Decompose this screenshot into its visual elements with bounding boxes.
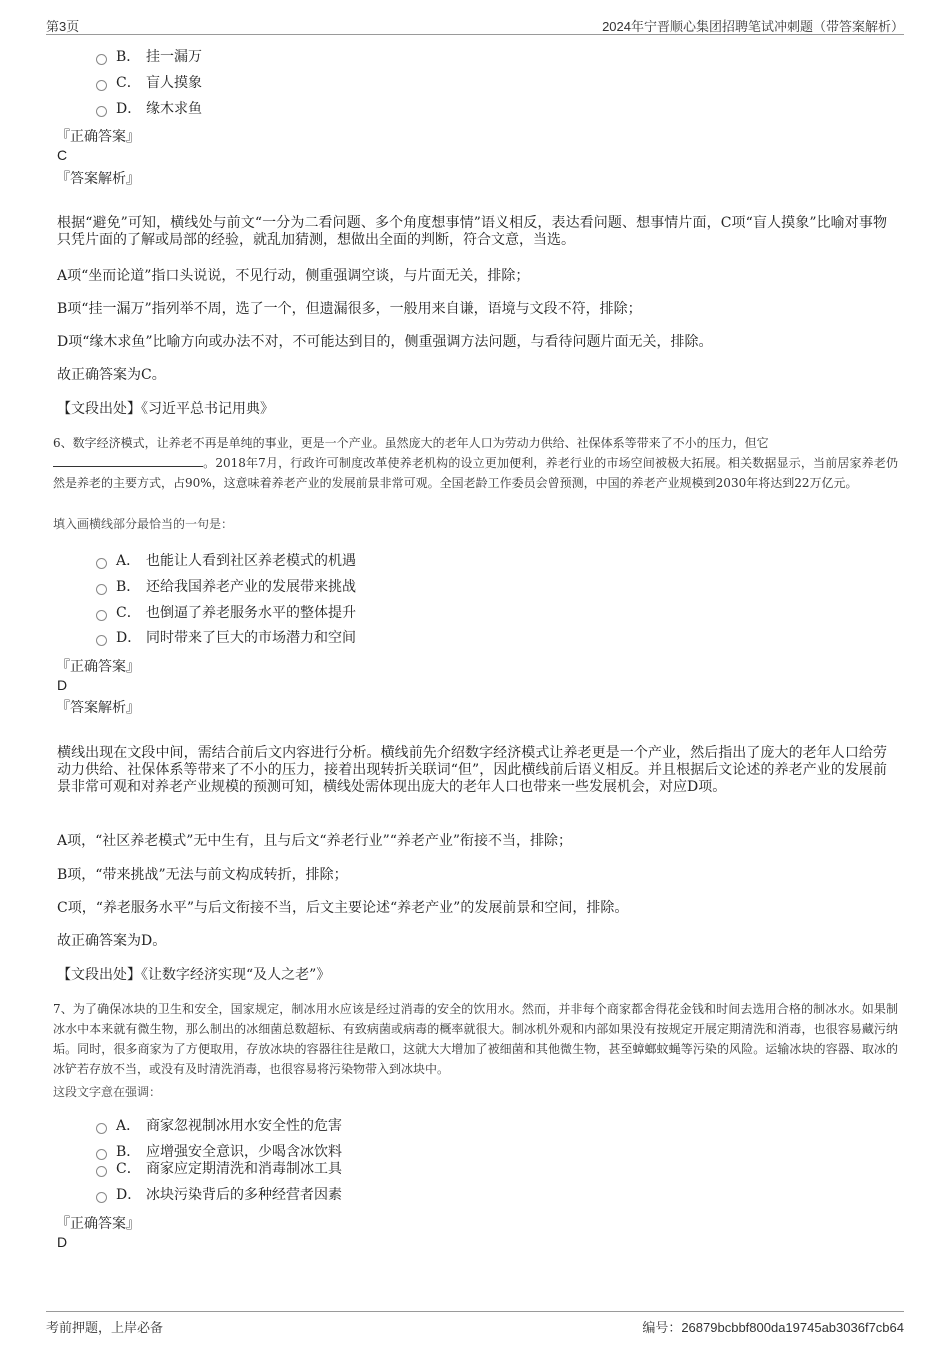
q7-question-text: 7、为了确保冰块的卫生和安全，国家规定，制冰用水应该是经过消毒的安全的饮用水。然而，并非每个商家都舍得花金钱和时间去选用合格的制冰水。如果制冰水中本来就有微生物，那么制出的冰细菌总数超标、有致病菌或病毒的概率就很大。制冰机外观和内部如果没有按规定开展定期清洗和消毒，也很容易藏污纳垢。同时，很多商家为了方便取用，存放冰块的容器往往是敞口，这就大大增加了被细菌和其他微生物，甚至蟑螂蚊蝇等污染的风险。运输冰块的容器、取冰的冰铲若存放不当，或没有及时清洗消毒，也很容易将污染物带入到冰块中。 bbox=[53, 1002, 898, 1076]
document-title: 2024年宁晋顺心集团招聘笔试冲刺题（带答案解析） bbox=[602, 19, 904, 34]
q6-analysis-paragraph: 横线出现在文段中间，需结合前后文内容进行分析。横线前先介绍数字经济模式让养老更是一个产业，然后指出了庞大的老年人口给劳动力供给、社保体系等带来了不小的压力，接着出现转折关联词“但”，因此横线前后语义相反。并且根据后文论述的养老产业的发展前景非常可观和对养老产业规模的预测可知，横线处需体现出庞大的老年人口也带来一些发展机会，对应D项。 bbox=[57, 745, 887, 795]
fill-blank bbox=[53, 453, 203, 467]
radio-icon[interactable] bbox=[96, 80, 107, 91]
q6-analysis-paragraph: C项，“养老服务水平”与后文衔接不当，后文主要论述“养老产业”的发展前景和空间，排除。 bbox=[57, 900, 629, 916]
q5-analysis-paragraph: A项“坐而论道”指口头说说，不见行动，侧重强调空谈，与片面无关，排除； bbox=[57, 268, 530, 284]
q6-analysis-paragraph: B项，“带来挑战”无法与前文构成转折，排除； bbox=[57, 867, 348, 883]
q5-source: 【文段出处】《习近平总书记用典》 bbox=[57, 401, 274, 417]
q7-option-c[interactable]: C． 商家应定期清洗和消毒制冰工具 bbox=[96, 1159, 342, 1179]
footer-slogan: 考前押题，上岸必备 bbox=[46, 1320, 164, 1335]
q7-option-d[interactable]: D． 冰块污染背后的多种经营者因素 bbox=[96, 1185, 342, 1205]
q7-answer: D bbox=[57, 1234, 68, 1250]
q7-prompt: 这段文字意在强调： bbox=[53, 1085, 162, 1099]
q5-answer-label: 『正确答案』 bbox=[56, 129, 140, 145]
radio-icon[interactable] bbox=[96, 106, 107, 117]
page-footer bbox=[46, 1311, 904, 1334]
radio-icon[interactable] bbox=[96, 1166, 107, 1177]
q5-option-d[interactable]: D． 缘木求鱼 bbox=[96, 99, 202, 119]
q5-option-c[interactable]: C． 盲人摸象 bbox=[96, 73, 202, 93]
q5-analysis-paragraph: B项“挂一漏万”指列举不周，选了一个，但遗漏很多，一般用来自谦，语境与文段不符，排除； bbox=[57, 301, 642, 317]
q6-analysis-label: 『答案解析』 bbox=[56, 700, 140, 716]
q5-analysis-paragraph: 故正确答案为C。 bbox=[57, 367, 166, 383]
q7-answer-label: 『正确答案』 bbox=[56, 1216, 140, 1232]
radio-icon[interactable] bbox=[96, 1123, 107, 1134]
q5-analysis-label: 『答案解析』 bbox=[56, 171, 140, 187]
q6-question-text: 6、数字经济模式，让养老不再是单纯的事业，更是一个产业。虽然庞大的老年人口为劳动力供给、社保体系等带来了不小的压力，但它 。2018年7月，行政许可制度改革使养老机构的设立更加便利，养老行业的市场空间被极大拓展。相关数据显示，当前居家养老仍然是养老的主要方式，占90%，这意味着养老产业的发展前景非常可观。全国老龄工作委员会曾预测，中国的养老产业规模到2030年将达到22万亿元。 bbox=[53, 436, 898, 490]
q7-option-a[interactable]: A． 商家忽视制冰用水安全性的危害 bbox=[96, 1116, 342, 1136]
page-header bbox=[46, 12, 904, 35]
q6-prompt: 填入画横线部分最恰当的一句是： bbox=[53, 517, 234, 531]
q6-option-d[interactable]: D． 同时带来了巨大的市场潜力和空间 bbox=[96, 628, 356, 648]
q6-option-b[interactable]: B． 还给我国养老产业的发展带来挑战 bbox=[96, 577, 356, 597]
q6-analysis-paragraph: A项，“社区养老模式”无中生有，且与后文“养老行业”“养老产业”衔接不当，排除； bbox=[57, 833, 573, 849]
q5-analysis-paragraph: D项“缘木求鱼”比喻方向或办法不对，不可能达到目的，侧重强调方法问题，与看待问题片面无关，排除。 bbox=[57, 334, 713, 350]
q5-option-b[interactable]: B． 挂一漏万 bbox=[96, 47, 202, 67]
radio-icon[interactable] bbox=[96, 635, 107, 646]
page-number: 第3页 bbox=[46, 19, 80, 34]
document-code: 编号：26879bcbbf800da19745ab3036f7cb64 bbox=[642, 1320, 904, 1335]
radio-icon[interactable] bbox=[96, 54, 107, 65]
q5-analysis-paragraph: 根据“避免”可知，横线处与前文“一分为二看问题、多个角度想事情”语义相反，表达看问题、想事情片面，C项“盲人摸象”比喻对事物只凭片面的了解或局部的经验，就乱加猜测，想做出全面的判断，符合文意，当选。 bbox=[57, 215, 887, 248]
radio-icon[interactable] bbox=[96, 1149, 107, 1160]
q7-option-b[interactable]: B． 应增强安全意识，少喝含冰饮料 bbox=[96, 1142, 342, 1162]
q6-option-c[interactable]: C． 也倒逼了养老服务水平的整体提升 bbox=[96, 603, 356, 623]
radio-icon[interactable] bbox=[96, 1192, 107, 1203]
q6-answer: D bbox=[57, 677, 68, 693]
q6-analysis-paragraph: 故正确答案为D。 bbox=[57, 933, 167, 949]
q6-source: 【文段出处】《让数字经济实现“及人之老”》 bbox=[57, 967, 331, 983]
q6-answer-label: 『正确答案』 bbox=[56, 659, 140, 675]
q5-answer: C bbox=[57, 147, 68, 163]
radio-icon[interactable] bbox=[96, 610, 107, 621]
q6-option-a[interactable]: A． 也能让人看到社区养老模式的机遇 bbox=[96, 551, 356, 571]
radio-icon[interactable] bbox=[96, 584, 107, 595]
radio-icon[interactable] bbox=[96, 558, 107, 569]
